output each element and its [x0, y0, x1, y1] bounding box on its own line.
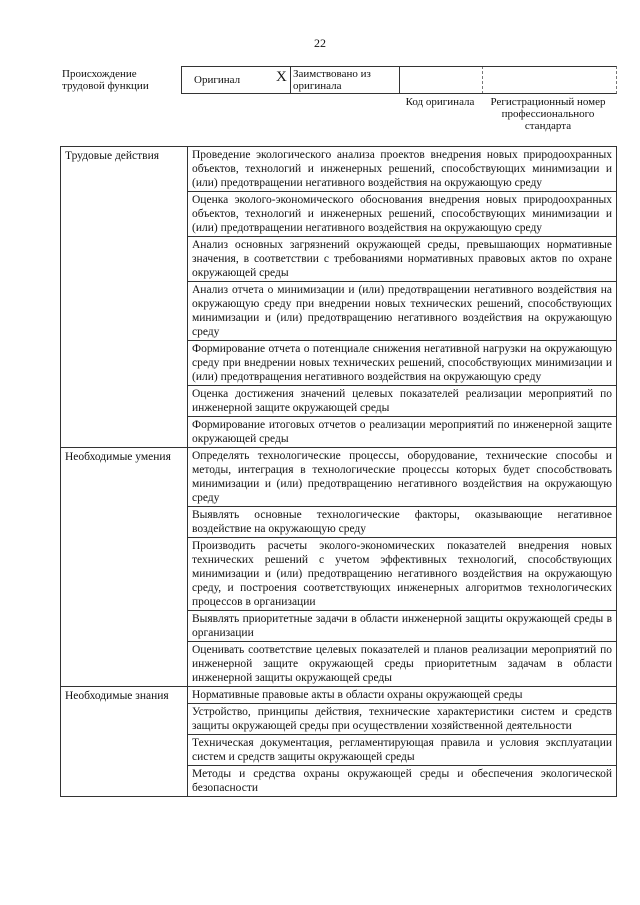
original-mark: X	[276, 69, 287, 85]
labor-action-item: Анализ основных загрязнений окружающей среды, превышающих нормативные значения, в соответствии с требованиями нормативных правовых актов по охране окружающей среды	[188, 237, 617, 282]
page-number: 22	[314, 36, 326, 50]
borrowed-cell	[290, 66, 400, 94]
labor-action-item: Формирование итоговых отчетов о реализации мероприятий по инженерной защите окружающей среды	[188, 417, 617, 448]
labor-function-table	[60, 146, 617, 797]
original-code-cell	[398, 66, 483, 94]
knowledge-item: Устройство, принципы действия, технические характеристики систем и средств защиты окружающей среды при осуществлении хозяйственной деятельности	[188, 704, 617, 735]
original-cell	[181, 66, 277, 94]
origin-label: Происхождение трудовой функции	[62, 68, 149, 92]
skill-item: Выявлять приоритетные задачи в области инженерной защиты окружающей среды в организации	[188, 611, 617, 642]
skill-item: Производить расчеты эколого-экономических показателей внедрения новых технических решений с учетом эффективных технологий, способствующих минимизации и (или) предотвращению негативного воздействия на окружающую среду, и построения соответствующих инженерных алгоритмов технологических процессов в организации	[188, 538, 617, 611]
section-heading: Необходимые умения	[61, 448, 188, 687]
labor-action-item: Анализ отчета о минимизации и (или) предотвращении негативного воздействия на окружающую среду при внедрении новых технических решений, способствующих минимизации и (или) предотвращению негативного воздействия на окружающую среду	[188, 282, 617, 341]
registration-number-cell	[482, 66, 617, 94]
table-row	[61, 687, 617, 704]
skill-item: Определять технологические процессы, оборудование, технические способы и методы, интеграция в технологические процессы которых будет способствовать минимизации и (или) предотвращению негативного воздействия на окружающую среду	[188, 448, 617, 507]
original-mark-cell	[276, 66, 290, 94]
labor-action-item: Формирование отчета о потенциале снижения негативной нагрузки на окружающую среду при внедрении новых технических решений, способствующих минимизации и (или) предотвращения негативного воздействия на окружающую среду	[188, 341, 617, 386]
labor-action-item: Оценка эколого-экономического обоснования внедрения новых природоохранных объектов, технологий и инженерных решений, способствующих минимизации и (или) предотвращении негативного воздействия на окружающую среду	[188, 192, 617, 237]
table-row	[61, 448, 617, 507]
knowledge-item: Техническая документация, регламентирующая правила и условия эксплуатации систем и средств защиты окружающей среды	[188, 735, 617, 766]
code-caption: Код оригинала	[405, 96, 475, 108]
labor-action-item: Оценка достижения значений целевых показателей реализации мероприятий по инженерной защите окружающей среды	[188, 386, 617, 417]
knowledge-item: Нормативные правовые акты в области охраны окружающей среды	[188, 687, 617, 704]
skill-item: Оценивать соответствие целевых показателей и планов реализации мероприятий по инженерной защите окружающей среды приоритетным задачам в области инженерной защиты окружающей среды	[188, 642, 617, 687]
borrowed-label: Заимствовано из оригинала	[293, 68, 371, 92]
knowledge-item: Методы и средства охраны окружающей среды и обеспечения экологической безопасности	[188, 766, 617, 797]
origin-box	[181, 66, 616, 92]
section-heading: Необходимые знания	[61, 687, 188, 797]
registration-caption: Регистрационный номер профессионального стандарта	[490, 96, 606, 132]
section-heading: Трудовые действия	[61, 147, 188, 448]
skill-item: Выявлять основные технологические факторы, оказывающие негативное воздействие на окружающую среду	[188, 507, 617, 538]
labor-action-item: Проведение экологического анализа проектов внедрения новых природоохранных объектов, технологий и инженерных решений, способствующих минимизации и (или) предотвращении негативного воздействия на окружающую среду	[188, 147, 617, 192]
original-label: Оригинал	[194, 74, 241, 86]
table-row	[61, 147, 617, 192]
